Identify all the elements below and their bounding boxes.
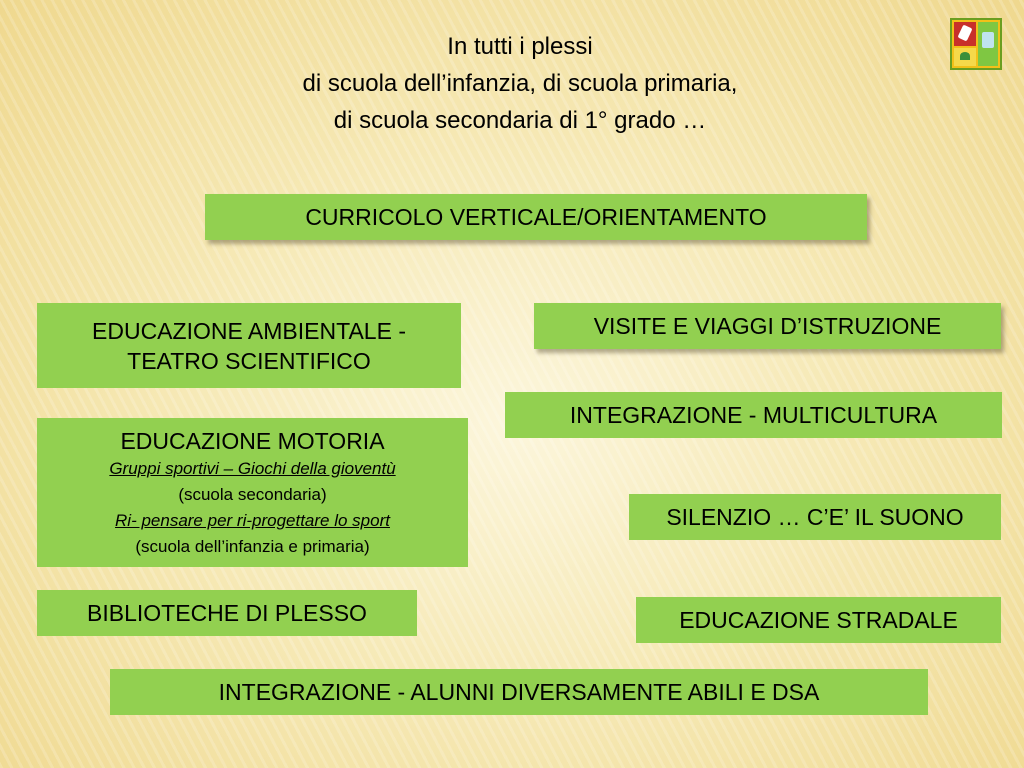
slide-title	[150, 28, 890, 139]
biblioteche-label: BIBLIOTECHE DI PLESSO	[87, 600, 367, 626]
integrazione-multicultura-box	[505, 392, 1002, 438]
motoria-note-secondaria: (scuola secondaria)	[178, 484, 327, 504]
educazione-motoria-box	[37, 418, 468, 567]
biblioteche-box	[37, 590, 417, 636]
silenzio-suono-label: SILENZIO … C’E’ IL SUONO	[666, 504, 964, 530]
curricolo-label: CURRICOLO VERTICALE/ORIENTAMENTO	[305, 204, 767, 230]
title-line-2: di scuola dell’infanzia, di scuola primaria,	[302, 70, 738, 97]
motoria-note-infanzia-primaria: (scuola dell’infanzia e primaria)	[135, 536, 370, 556]
integrazione-multicultura-label: INTEGRAZIONE - MULTICULTURA	[569, 402, 938, 428]
motoria-link-ripensare-sport[interactable]: Ri- pensare per ri-progettare lo sport	[115, 510, 390, 530]
educazione-stradale-box	[636, 597, 1001, 643]
visite-viaggi-label: VISITE E VIAGGI D’ISTRUZIONE	[593, 313, 942, 339]
title-line-1: In tutti i plessi	[447, 33, 593, 60]
visite-viaggi-box	[534, 303, 1001, 349]
motoria-link-gruppi-sportivi[interactable]: Gruppi sportivi – Giochi della gioventù	[109, 458, 396, 478]
educazione-stradale-label: EDUCAZIONE STRADALE	[679, 607, 958, 633]
educazione-motoria-title: EDUCAZIONE MOTORIA	[120, 427, 385, 454]
school-logo-icon	[950, 18, 1002, 70]
educazione-ambientale-box	[37, 303, 461, 388]
educazione-ambientale-line-1: EDUCAZIONE AMBIENTALE -	[92, 317, 406, 344]
integrazione-abili-label: INTEGRAZIONE - ALUNNI DIVERSAMENTE ABILI E DSA	[218, 679, 820, 705]
curricolo-box	[205, 194, 867, 240]
educazione-ambientale-line-2: TEATRO SCIENTIFICO	[127, 347, 371, 374]
silenzio-suono-box	[629, 494, 1001, 540]
integrazione-abili-box	[110, 669, 928, 715]
title-line-3: di scuola secondaria di 1° grado …	[333, 107, 707, 134]
